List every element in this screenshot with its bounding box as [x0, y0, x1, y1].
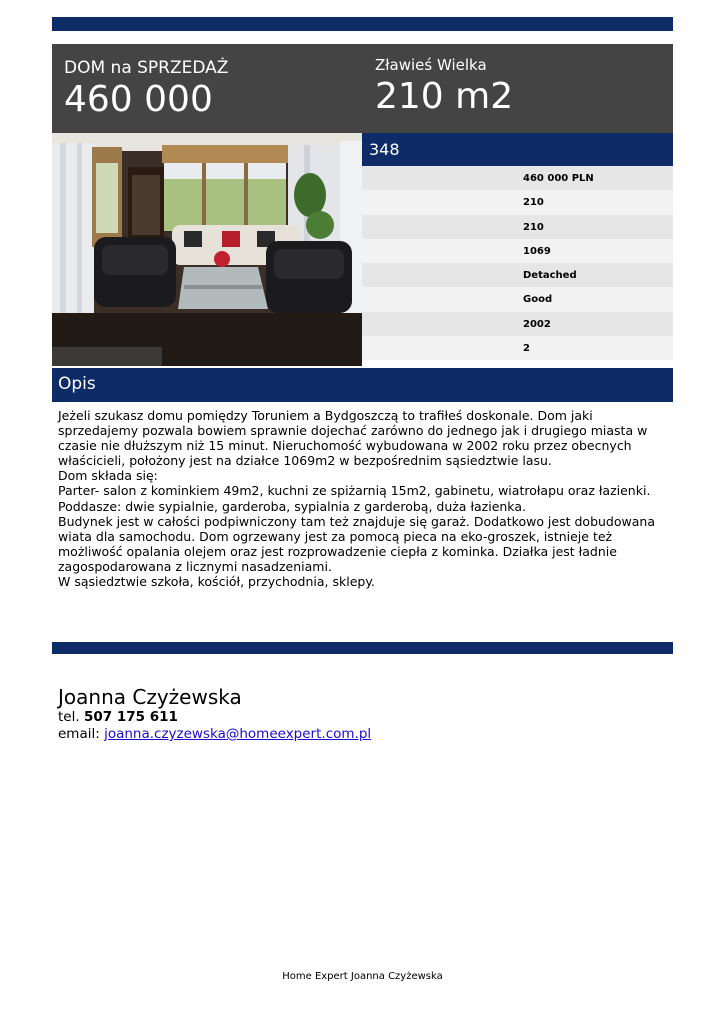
description-paragraph: Budynek jest w całości podpiwniczony tam też znajduje się garaż. Dodatkowo jest dobudowana wiata dla samochodu. Dom ogrzewany jest za pomocą pieca na eko-groszek, istnieje też możliwość opalania olejem oraz jest rozprowadzenie ciepła z kominka. Działka jest ładnie zagospodarowana z licznymi nasadzeniami. [58, 513, 655, 574]
top-accent-bar [52, 17, 673, 31]
detail-value: 2002 [523, 318, 551, 330]
listing-id: 348 [369, 140, 400, 159]
description-paragraph: Jeżeli szukasz domu pomiędzy Toruniem a Bydgoszczą to trafiłeś doskonale. Dom jaki sprzedajemy pozwala bowiem sprawnie dojechać zarówno do jednego jak i drugiego miasta w czasie nie dłuższym niż 15 minut. Nieruchomość wybudowana w 2002 roku przez obecnych właścicieli, położony jest na działce 1069m2 w bezpośrednim sąsiedztwie lasu. [58, 408, 648, 469]
detail-row [362, 312, 673, 336]
footer-text: Home Expert Joanna Czyżewska [282, 971, 443, 982]
description-paragraph: Dom składa się: [58, 468, 158, 484]
phone-label: tel. [58, 709, 80, 725]
agent-email-line [58, 726, 371, 743]
detail-value: 210 [523, 221, 544, 233]
email-label: email: [58, 726, 100, 742]
agent-phone-line [58, 709, 371, 726]
description-heading: Opis [58, 374, 96, 394]
phone-number: 507 175 611 [83, 709, 178, 725]
description-paragraph: Parter- salon z kominkiem 49m2, kuchni ze spiżarnią 15m2, gabinetu, wiatrołapu oraz łazienki. [58, 483, 651, 499]
detail-row [362, 239, 673, 263]
area-value: 210 m2 [375, 76, 514, 117]
detail-row [362, 336, 673, 360]
agent-name: Joanna Czyżewska [58, 685, 242, 709]
description-text [58, 408, 670, 589]
property-photo [52, 133, 362, 366]
price-value: 460 000 [64, 79, 213, 120]
header-right [375, 56, 513, 118]
detail-row [362, 190, 673, 214]
section-divider-bar [52, 642, 673, 654]
description-paragraph: Poddasze: dwie sypialnie, garderoba, sypialnia z garderobą, duża łazienka. [58, 498, 526, 514]
detail-row [362, 166, 673, 190]
location-label: Zławieś Wielka [375, 56, 487, 74]
detail-value: 460 000 PLN [523, 173, 594, 184]
listing-header [52, 44, 673, 133]
description-heading-bar [52, 368, 673, 402]
detail-value: Detached [523, 270, 577, 282]
header-left [64, 58, 228, 122]
property-type-label: DOM na SPRZEDAŻ [64, 58, 229, 78]
living-room-image [52, 133, 362, 366]
detail-value: 2 [523, 343, 530, 355]
detail-row [362, 263, 673, 287]
description-paragraph: W sąsiedztwie szkoła, kościół, przychodnia, sklepy. [58, 574, 375, 590]
email-link[interactable]: joanna.czyzewska@homeexpert.com.pl [104, 726, 372, 742]
detail-value: 1069 [523, 245, 551, 257]
detail-row [362, 215, 673, 239]
listing-id-bar [362, 133, 673, 166]
details-table [362, 166, 673, 360]
detail-row [362, 287, 673, 311]
agent-contact [58, 685, 371, 743]
detail-value: 210 [523, 197, 544, 209]
detail-value: Good [523, 294, 553, 306]
